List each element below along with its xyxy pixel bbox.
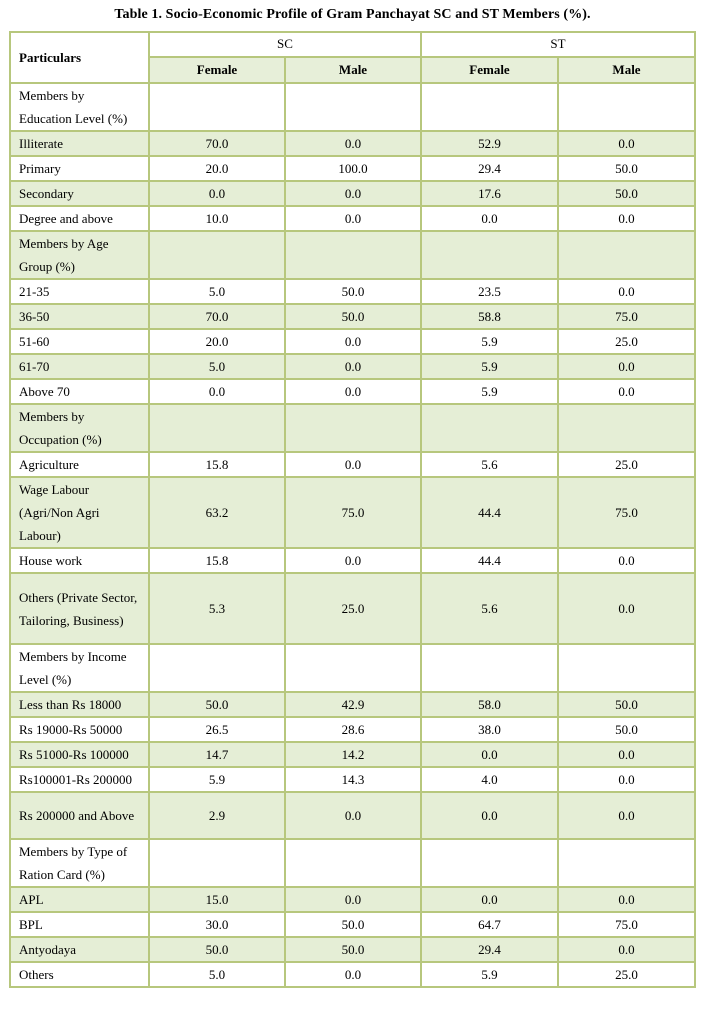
sc-male-value xyxy=(285,83,421,131)
header-st-male: Male xyxy=(558,57,695,83)
st-female-value: 5.9 xyxy=(421,962,558,987)
st-male-value: 25.0 xyxy=(558,329,695,354)
st-male-value: 0.0 xyxy=(558,742,695,767)
sc-male-value: 100.0 xyxy=(285,156,421,181)
row-label: Others xyxy=(10,962,149,987)
st-male-value: 0.0 xyxy=(558,767,695,792)
sc-male-value: 50.0 xyxy=(285,912,421,937)
table-row xyxy=(10,156,695,181)
sc-male-value: 50.0 xyxy=(285,279,421,304)
sc-female-value: 0.0 xyxy=(149,181,285,206)
sc-female-value: 5.3 xyxy=(149,573,285,644)
st-male-value: 0.0 xyxy=(558,131,695,156)
sc-male-value: 0.0 xyxy=(285,379,421,404)
st-female-value: 4.0 xyxy=(421,767,558,792)
st-female-value: 64.7 xyxy=(421,912,558,937)
st-male-value: 0.0 xyxy=(558,887,695,912)
st-female-value: 44.4 xyxy=(421,548,558,573)
table-row xyxy=(10,231,695,279)
st-male-value: 0.0 xyxy=(558,354,695,379)
sc-male-value: 0.0 xyxy=(285,548,421,573)
row-label: Rs 200000 and Above xyxy=(10,792,149,839)
sc-female-value: 26.5 xyxy=(149,717,285,742)
sc-male-value: 0.0 xyxy=(285,206,421,231)
header-st-female: Female xyxy=(421,57,558,83)
row-label: BPL xyxy=(10,912,149,937)
table-row xyxy=(10,573,695,644)
row-label: Primary xyxy=(10,156,149,181)
st-male-value: 50.0 xyxy=(558,156,695,181)
header-particulars: Particulars xyxy=(10,32,149,83)
row-label: 21-35 xyxy=(10,279,149,304)
st-female-value: 38.0 xyxy=(421,717,558,742)
table-row xyxy=(10,131,695,156)
sc-female-value: 0.0 xyxy=(149,379,285,404)
table-row xyxy=(10,839,695,887)
table-row xyxy=(10,692,695,717)
table-row xyxy=(10,304,695,329)
row-label: Rs100001-Rs 200000 xyxy=(10,767,149,792)
table-row xyxy=(10,206,695,231)
sc-male-value xyxy=(285,404,421,452)
sc-male-value xyxy=(285,839,421,887)
sc-male-value: 0.0 xyxy=(285,131,421,156)
sc-female-value: 5.0 xyxy=(149,354,285,379)
st-female-value: 0.0 xyxy=(421,742,558,767)
row-label: Members by Age Group (%) xyxy=(10,231,149,279)
st-male-value: 0.0 xyxy=(558,379,695,404)
st-female-value: 17.6 xyxy=(421,181,558,206)
row-label: Members by Income Level (%) xyxy=(10,644,149,692)
st-female-value: 29.4 xyxy=(421,156,558,181)
row-label: Illiterate xyxy=(10,131,149,156)
sc-male-value: 0.0 xyxy=(285,329,421,354)
st-female-value xyxy=(421,644,558,692)
row-label: Agriculture xyxy=(10,452,149,477)
table-row xyxy=(10,644,695,692)
st-female-value: 58.0 xyxy=(421,692,558,717)
st-female-value: 0.0 xyxy=(421,792,558,839)
st-male-value: 0.0 xyxy=(558,573,695,644)
sc-male-value: 28.6 xyxy=(285,717,421,742)
row-label: Members by Education Level (%) xyxy=(10,83,149,131)
st-female-value: 5.9 xyxy=(421,379,558,404)
row-label: APL xyxy=(10,887,149,912)
header-sc: SC xyxy=(149,32,421,57)
sc-male-value: 14.2 xyxy=(285,742,421,767)
sc-female-value: 50.0 xyxy=(149,937,285,962)
sc-female-value: 50.0 xyxy=(149,692,285,717)
st-female-value: 58.8 xyxy=(421,304,558,329)
row-label: Rs 19000-Rs 50000 xyxy=(10,717,149,742)
row-label: Secondary xyxy=(10,181,149,206)
table-row xyxy=(10,452,695,477)
st-male-value: 50.0 xyxy=(558,692,695,717)
st-female-value xyxy=(421,839,558,887)
sc-female-value xyxy=(149,404,285,452)
table-row xyxy=(10,792,695,839)
sc-female-value: 2.9 xyxy=(149,792,285,839)
st-male-value xyxy=(558,644,695,692)
st-male-value: 50.0 xyxy=(558,717,695,742)
st-male-value: 75.0 xyxy=(558,912,695,937)
table-row xyxy=(10,717,695,742)
table-row xyxy=(10,767,695,792)
table-row xyxy=(10,354,695,379)
st-male-value: 75.0 xyxy=(558,477,695,548)
sc-female-value: 20.0 xyxy=(149,329,285,354)
st-female-value: 5.9 xyxy=(421,329,558,354)
sc-male-value: 25.0 xyxy=(285,573,421,644)
row-label: Members by Type of Ration Card (%) xyxy=(10,839,149,887)
header-st: ST xyxy=(421,32,695,57)
row-label: Members by Occupation (%) xyxy=(10,404,149,452)
st-female-value: 23.5 xyxy=(421,279,558,304)
st-female-value: 0.0 xyxy=(421,887,558,912)
table-row xyxy=(10,887,695,912)
st-male-value: 0.0 xyxy=(558,548,695,573)
table-row xyxy=(10,912,695,937)
row-label: Wage Labour (Agri/Non Agri Labour) xyxy=(10,477,149,548)
row-label: Others (Private Sector, Tailoring, Business) xyxy=(10,573,149,644)
sc-female-value: 15.8 xyxy=(149,452,285,477)
table-row xyxy=(10,477,695,548)
sc-male-value: 0.0 xyxy=(285,354,421,379)
table-row xyxy=(10,83,695,131)
table-row xyxy=(10,404,695,452)
st-male-value: 0.0 xyxy=(558,206,695,231)
row-label: Above 70 xyxy=(10,379,149,404)
row-label: Antyodaya xyxy=(10,937,149,962)
sc-male-value: 42.9 xyxy=(285,692,421,717)
sc-female-value xyxy=(149,231,285,279)
st-female-value: 44.4 xyxy=(421,477,558,548)
st-female-value: 29.4 xyxy=(421,937,558,962)
table-caption: Table 1. Socio-Economic Profile of Gram Panchayat SC and ST Members (%). xyxy=(114,7,591,22)
st-male-value: 25.0 xyxy=(558,452,695,477)
row-label: House work xyxy=(10,548,149,573)
st-female-value: 5.6 xyxy=(421,452,558,477)
sc-female-value: 5.0 xyxy=(149,279,285,304)
st-male-value: 25.0 xyxy=(558,962,695,987)
sc-female-value: 5.0 xyxy=(149,962,285,987)
st-male-value: 0.0 xyxy=(558,279,695,304)
sc-female-value: 10.0 xyxy=(149,206,285,231)
sc-female-value xyxy=(149,83,285,131)
st-female-value: 5.9 xyxy=(421,354,558,379)
st-female-value: 52.9 xyxy=(421,131,558,156)
sc-male-value: 0.0 xyxy=(285,962,421,987)
table-row xyxy=(10,329,695,354)
table-row xyxy=(10,379,695,404)
st-male-value xyxy=(558,839,695,887)
table-row xyxy=(10,962,695,987)
st-male-value: 50.0 xyxy=(558,181,695,206)
st-female-value: 0.0 xyxy=(421,206,558,231)
header-sc-female: Female xyxy=(149,57,285,83)
st-male-value xyxy=(558,404,695,452)
sc-male-value: 75.0 xyxy=(285,477,421,548)
sc-female-value: 14.7 xyxy=(149,742,285,767)
st-male-value: 75.0 xyxy=(558,304,695,329)
sc-female-value xyxy=(149,644,285,692)
sc-male-value: 0.0 xyxy=(285,792,421,839)
sc-female-value: 63.2 xyxy=(149,477,285,548)
table-row xyxy=(10,937,695,962)
sc-male-value: 0.0 xyxy=(285,887,421,912)
sc-female-value xyxy=(149,839,285,887)
sc-female-value: 20.0 xyxy=(149,156,285,181)
st-male-value: 0.0 xyxy=(558,937,695,962)
row-label: 61-70 xyxy=(10,354,149,379)
table-row xyxy=(10,742,695,767)
sc-male-value xyxy=(285,644,421,692)
header-sc-male: Male xyxy=(285,57,421,83)
row-label: Less than Rs 18000 xyxy=(10,692,149,717)
table-row xyxy=(10,279,695,304)
row-label: 51-60 xyxy=(10,329,149,354)
sc-male-value: 14.3 xyxy=(285,767,421,792)
table-body xyxy=(10,83,695,987)
st-female-value xyxy=(421,83,558,131)
st-male-value: 0.0 xyxy=(558,792,695,839)
row-label: 36-50 xyxy=(10,304,149,329)
sc-female-value: 15.0 xyxy=(149,887,285,912)
st-female-value: 5.6 xyxy=(421,573,558,644)
sc-male-value: 50.0 xyxy=(285,937,421,962)
sc-female-value: 70.0 xyxy=(149,131,285,156)
st-female-value xyxy=(421,404,558,452)
socio-economic-table xyxy=(9,31,696,988)
sc-female-value: 30.0 xyxy=(149,912,285,937)
sc-male-value: 0.0 xyxy=(285,181,421,206)
table-row xyxy=(10,181,695,206)
sc-male-value: 50.0 xyxy=(285,304,421,329)
table-row xyxy=(10,548,695,573)
st-female-value xyxy=(421,231,558,279)
st-male-value xyxy=(558,231,695,279)
st-male-value xyxy=(558,83,695,131)
sc-male-value xyxy=(285,231,421,279)
row-label: Degree and above xyxy=(10,206,149,231)
row-label: Rs 51000-Rs 100000 xyxy=(10,742,149,767)
sc-female-value: 5.9 xyxy=(149,767,285,792)
sc-female-value: 70.0 xyxy=(149,304,285,329)
sc-female-value: 15.8 xyxy=(149,548,285,573)
sc-male-value: 0.0 xyxy=(285,452,421,477)
